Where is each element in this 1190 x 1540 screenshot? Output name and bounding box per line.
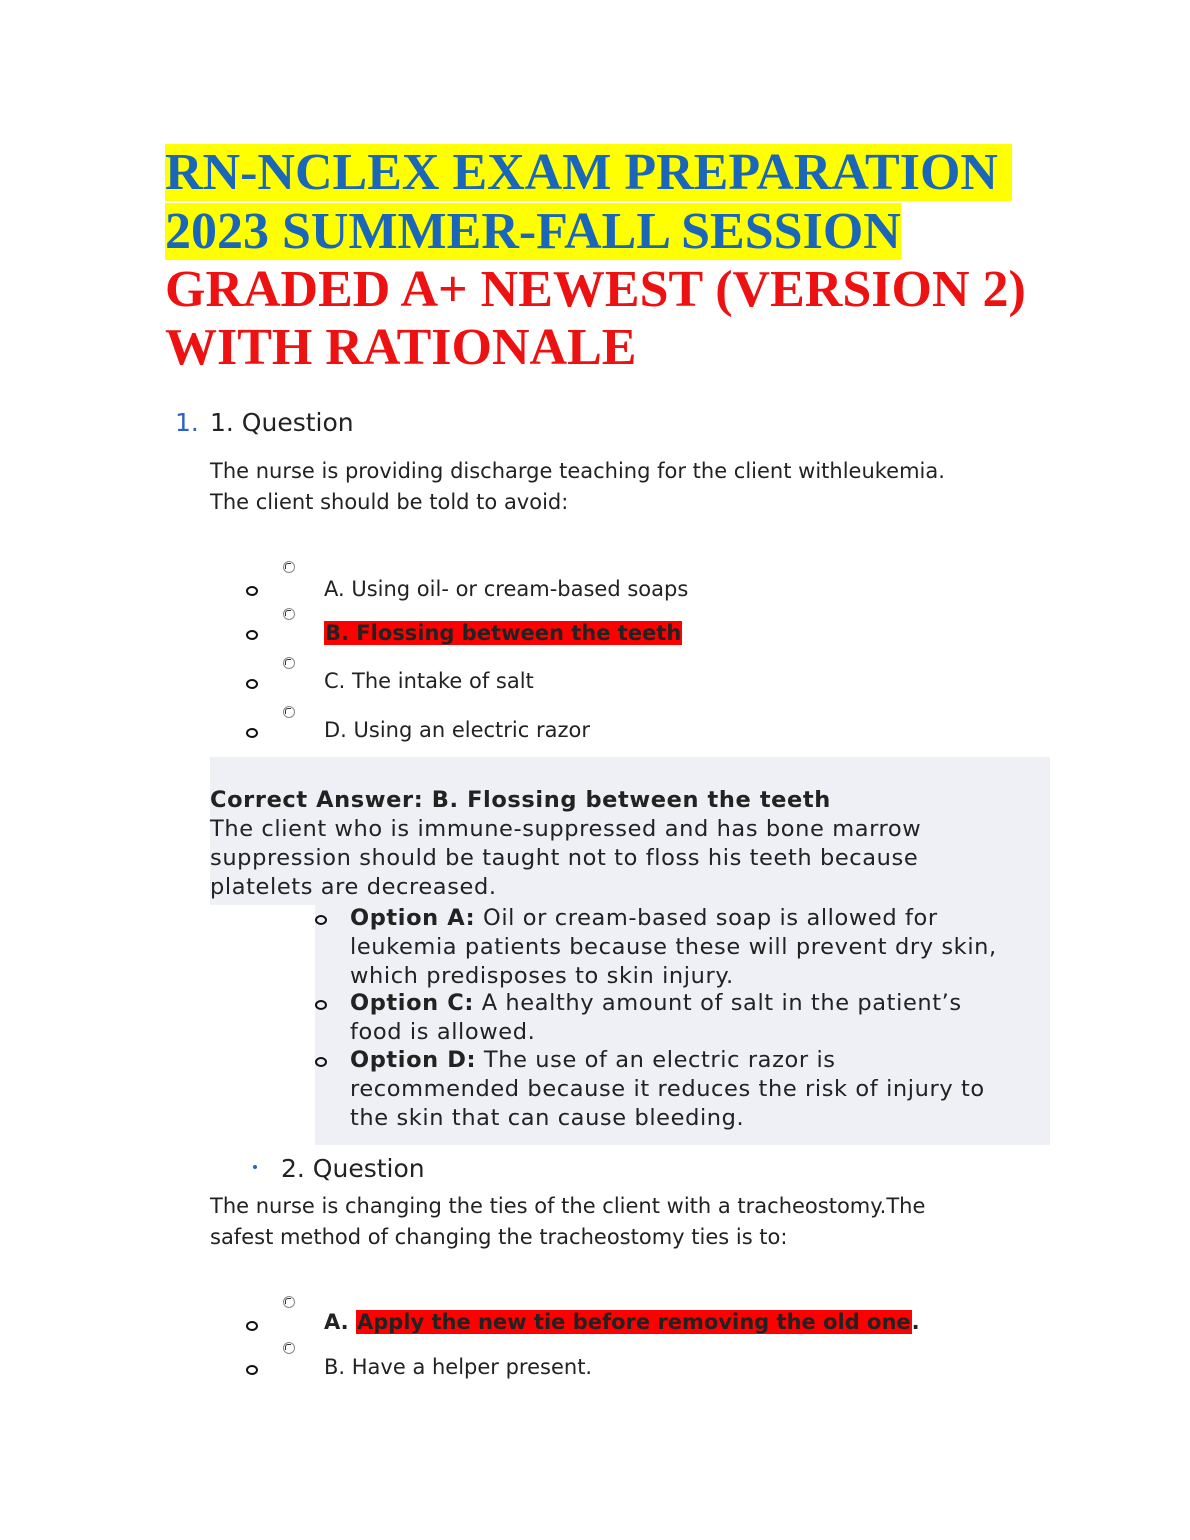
title-line-2: 2023 SUMMER-FALL SESSION <box>165 203 901 260</box>
radio-icon[interactable] <box>283 1296 295 1308</box>
correct-answer-label: Correct Answer: B. Flossing between the teeth <box>210 787 831 813</box>
bullet-icon <box>246 728 258 738</box>
option-c-explanation <box>350 989 1040 1047</box>
bullet-icon <box>315 1057 327 1067</box>
option-a-explanation <box>350 904 1040 991</box>
q2-option-a-prefix: A. <box>324 1310 349 1334</box>
option-c-label: Option C: <box>350 990 474 1016</box>
q2-option-a[interactable] <box>324 1310 920 1334</box>
option-a-label: Option A: <box>350 905 476 931</box>
option-d-label: Option D: <box>350 1047 477 1073</box>
bullet-icon <box>315 1000 327 1010</box>
option-d-explanation <box>350 1046 1040 1133</box>
question-1-stem-line-2: The client should be told to avoid: <box>210 490 569 514</box>
option-d-text-2: recommended because it reduces the risk of injury to <box>350 1076 985 1102</box>
rationale-line-1: The client who is immune-suppressed and has bone marrow <box>210 816 922 842</box>
q1-option-d[interactable]: D. Using an electric razor <box>324 718 590 742</box>
question-2-stem-line-2: safest method of changing the tracheostomy ties is to: <box>210 1225 788 1249</box>
radio-icon[interactable] <box>283 608 295 620</box>
rationale-line-3: platelets are decreased. <box>210 874 497 900</box>
question-1-heading: 1. Question <box>210 408 354 437</box>
question-2-heading: 2. Question <box>281 1154 425 1183</box>
radio-icon[interactable] <box>283 1342 295 1354</box>
q2-option-a-highlight: Apply the new tie before removing the old one <box>356 1310 911 1334</box>
radio-icon[interactable] <box>283 657 295 669</box>
title-line-3: GRADED A+ NEWEST (VERSION 2) <box>165 261 1026 318</box>
bullet-icon <box>246 586 258 596</box>
q1-option-b[interactable] <box>324 621 682 645</box>
question-2-stem-line-1: The nurse is changing the ties of the client with a tracheostomy.The <box>210 1194 926 1218</box>
bullet-icon <box>246 679 258 689</box>
question-1-number: 1. <box>175 408 199 437</box>
title-line-4: WITH RATIONALE <box>165 319 637 376</box>
q2-option-a-suffix: . <box>911 1310 920 1334</box>
radio-icon[interactable] <box>283 561 295 573</box>
title-line-1: RN-NCLEX EXAM PREPARATION <box>165 143 1012 203</box>
option-d-text-3: the skin that can cause bleeding. <box>350 1105 745 1131</box>
rationale-line-2: suppression should be taught not to floss his teeth because <box>210 845 919 871</box>
option-a-text-2: leukemia patients because these will prevent dry skin, <box>350 934 997 960</box>
option-a-text-3: which predisposes to skin injury. <box>350 963 734 989</box>
option-d-text-1: The use of an electric razor is <box>483 1047 836 1073</box>
option-a-text-1: Oil or cream-based soap is allowed for <box>483 905 938 931</box>
q2-option-b[interactable]: B. Have a helper present. <box>324 1355 593 1379</box>
q1-option-b-highlight: B. Flossing between the teeth <box>325 621 682 645</box>
q1-option-a[interactable]: A. Using oil- or cream-based soaps <box>324 577 689 601</box>
radio-icon[interactable] <box>283 706 295 718</box>
bullet-icon <box>315 915 327 925</box>
bullet-icon <box>246 630 258 640</box>
q1-option-c[interactable]: C. The intake of salt <box>324 669 534 693</box>
bullet-icon <box>246 1321 258 1331</box>
option-c-text-1: A healthy amount of salt in the patient’s <box>481 990 962 1016</box>
bullet-icon <box>246 1365 258 1375</box>
bullet-dot-icon <box>253 1165 257 1169</box>
question-1-stem-line-1: The nurse is providing discharge teaching for the client withleukemia. <box>210 459 945 483</box>
option-c-text-2: food is allowed. <box>350 1019 536 1045</box>
